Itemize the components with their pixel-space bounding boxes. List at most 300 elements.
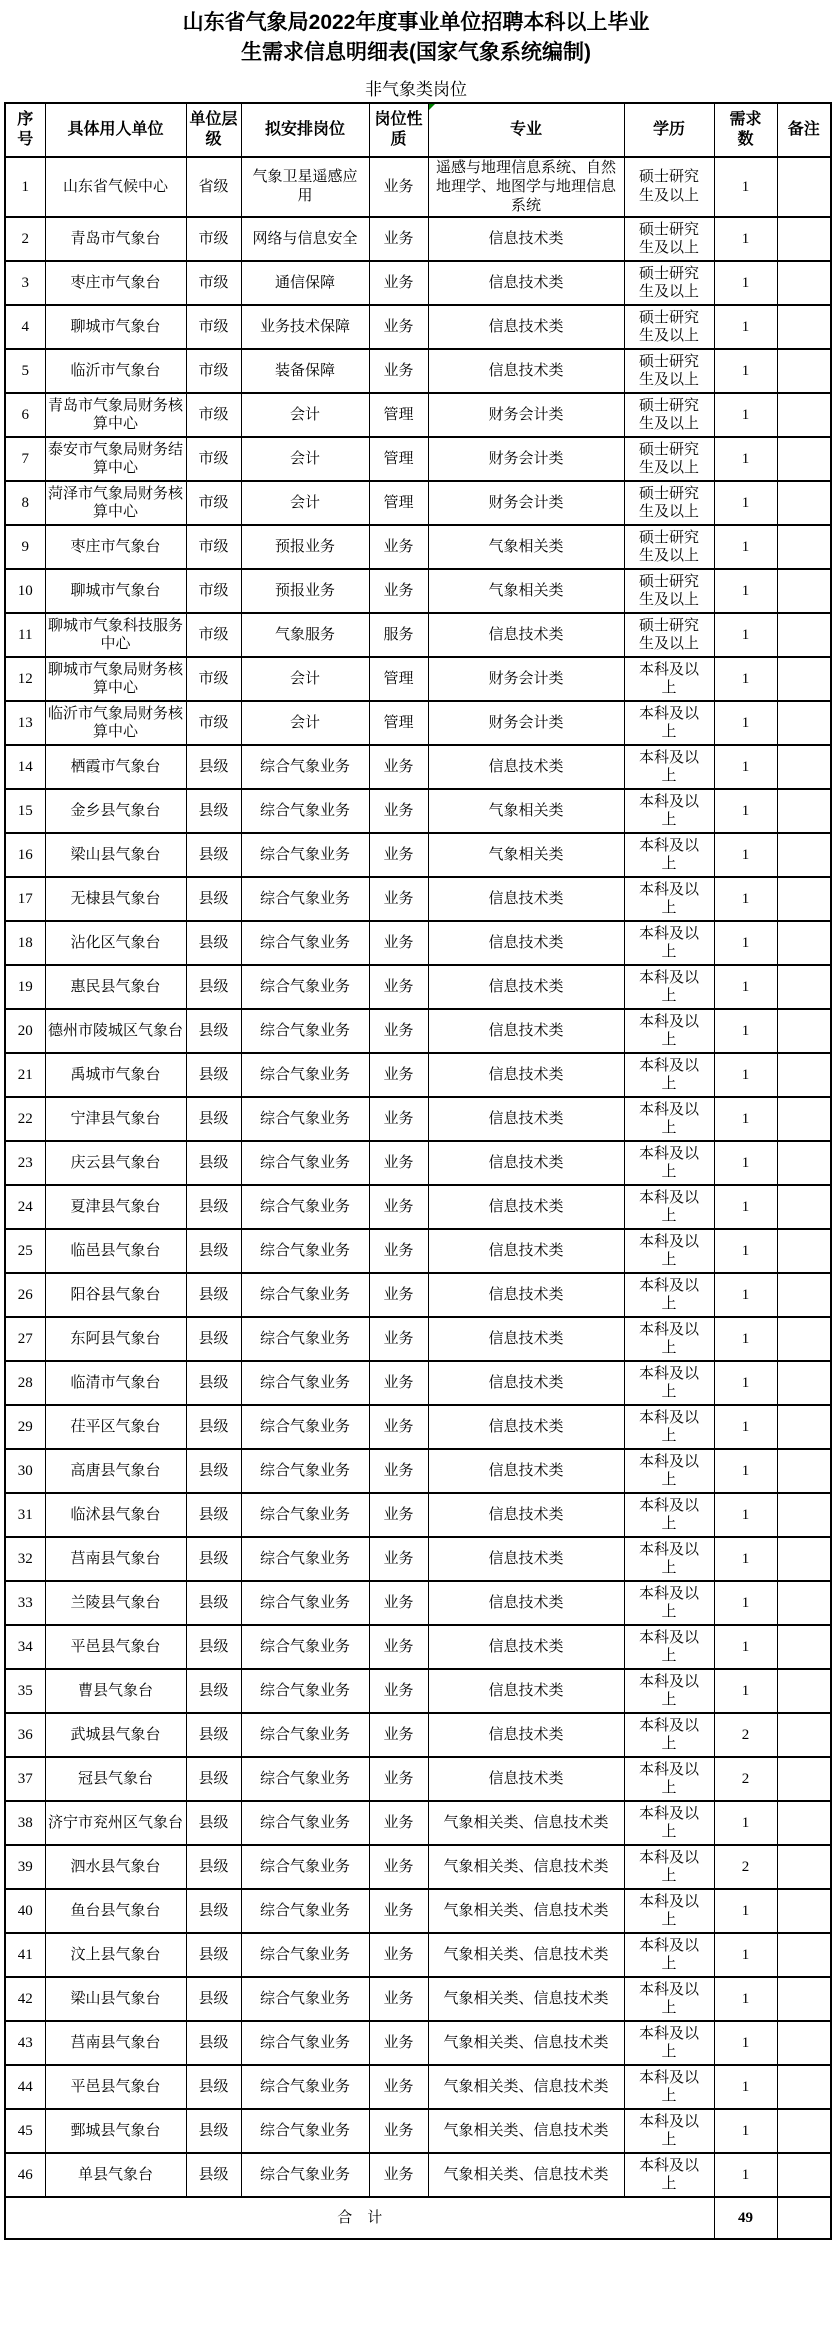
cell-unit: 临沂市气象局财务核算中心 (45, 701, 186, 745)
header-major-label: 专业 (509, 121, 542, 138)
cell-remark (777, 877, 831, 921)
table-row (5, 833, 831, 877)
cell-major: 气象相关类、信息技术类 (428, 1801, 624, 1845)
cell-remark (777, 305, 831, 349)
cell-remark (777, 349, 831, 393)
table-row (5, 349, 831, 393)
table-row (5, 437, 831, 481)
cell-level: 县级 (186, 921, 241, 965)
cell-nature: 业务 (369, 1581, 428, 1625)
table-row (5, 1713, 831, 1757)
cell-unit: 临沂市气象台 (45, 349, 186, 393)
cell-unit: 茌平区气象台 (45, 1405, 186, 1449)
cell-major: 气象相关类 (428, 833, 624, 877)
cell-major: 财务会计类 (428, 701, 624, 745)
cell-position: 预报业务 (241, 569, 369, 613)
cell-major: 信息技术类 (428, 1669, 624, 1713)
cell-count: 1 (714, 261, 777, 305)
cell-unit: 枣庄市气象台 (45, 261, 186, 305)
cell-education: 硕士研究生及以上 (624, 613, 714, 657)
cell-major: 气象相关类、信息技术类 (428, 1889, 624, 1933)
cell-no: 13 (5, 701, 45, 745)
table-header (5, 103, 831, 157)
cell-count: 1 (714, 1801, 777, 1845)
cell-no: 34 (5, 1625, 45, 1669)
cell-no: 1 (5, 157, 45, 217)
cell-major: 信息技术类 (428, 1141, 624, 1185)
cell-major: 信息技术类 (428, 349, 624, 393)
cell-education: 本科及以上 (624, 2021, 714, 2065)
cell-nature: 业务 (369, 1801, 428, 1845)
cell-level: 县级 (186, 1581, 241, 1625)
cell-education: 本科及以上 (624, 1361, 714, 1405)
cell-no: 9 (5, 525, 45, 569)
cell-major: 信息技术类 (428, 1757, 624, 1801)
cell-nature: 业务 (369, 1713, 428, 1757)
cell-count: 1 (714, 2021, 777, 2065)
cell-remark (777, 921, 831, 965)
cell-position: 综合气象业务 (241, 1229, 369, 1273)
cell-major: 信息技术类 (428, 965, 624, 1009)
cell-unit: 惠民县气象台 (45, 965, 186, 1009)
cell-position: 综合气象业务 (241, 1933, 369, 1977)
cell-unit: 平邑县气象台 (45, 2065, 186, 2109)
table-row (5, 1317, 831, 1361)
cell-remark (777, 437, 831, 481)
cell-level: 县级 (186, 1537, 241, 1581)
table-row (5, 1229, 831, 1273)
cell-count: 1 (714, 569, 777, 613)
table-row (5, 1361, 831, 1405)
cell-unit: 单县气象台 (45, 2153, 186, 2197)
cell-unit: 菏泽市气象局财务核算中心 (45, 481, 186, 525)
table-row (5, 1493, 831, 1537)
cell-position: 综合气象业务 (241, 1713, 369, 1757)
table-row (5, 1845, 831, 1889)
cell-remark (777, 789, 831, 833)
cell-position: 综合气象业务 (241, 1405, 369, 1449)
cell-level: 市级 (186, 393, 241, 437)
cell-remark (777, 261, 831, 305)
cell-unit: 临邑县气象台 (45, 1229, 186, 1273)
cell-remark (777, 1053, 831, 1097)
cell-no: 39 (5, 1845, 45, 1889)
cell-unit: 青岛市气象台 (45, 217, 186, 261)
cell-nature: 业务 (369, 261, 428, 305)
cell-count: 1 (714, 1053, 777, 1097)
cell-remark (777, 157, 831, 217)
cell-level: 市级 (186, 305, 241, 349)
cell-education: 本科及以上 (624, 1669, 714, 1713)
cell-count: 1 (714, 437, 777, 481)
cell-nature: 业务 (369, 349, 428, 393)
cell-no: 24 (5, 1185, 45, 1229)
table-body (5, 157, 831, 2197)
cell-major: 信息技术类 (428, 1625, 624, 1669)
cell-major: 信息技术类 (428, 1713, 624, 1757)
cell-no: 5 (5, 349, 45, 393)
cell-level: 县级 (186, 789, 241, 833)
cell-remark (777, 1933, 831, 1977)
cell-education: 本科及以上 (624, 833, 714, 877)
cell-unit: 泗水县气象台 (45, 1845, 186, 1889)
cell-no: 6 (5, 393, 45, 437)
table-row (5, 569, 831, 613)
cell-count: 1 (714, 393, 777, 437)
cell-education: 本科及以上 (624, 2153, 714, 2197)
cell-level: 县级 (186, 2065, 241, 2109)
header-row (5, 103, 831, 157)
cell-count: 1 (714, 1669, 777, 1713)
table-row (5, 613, 831, 657)
total-label: 合 计 (5, 2197, 714, 2239)
header-position: 拟安排岗位 (241, 103, 369, 157)
cell-unit: 枣庄市气象台 (45, 525, 186, 569)
cell-level: 市级 (186, 569, 241, 613)
cell-nature: 业务 (369, 1229, 428, 1273)
table-row (5, 2065, 831, 2109)
cell-nature: 业务 (369, 217, 428, 261)
cell-unit: 兰陵县气象台 (45, 1581, 186, 1625)
cell-education: 本科及以上 (624, 1977, 714, 2021)
cell-unit: 聊城市气象台 (45, 569, 186, 613)
cell-level: 县级 (186, 1801, 241, 1845)
cell-remark (777, 1361, 831, 1405)
cell-remark (777, 657, 831, 701)
cell-unit: 泰安市气象局财务结算中心 (45, 437, 186, 481)
cell-unit: 临沭县气象台 (45, 1493, 186, 1537)
cell-level: 县级 (186, 1933, 241, 1977)
cell-count: 1 (714, 1493, 777, 1537)
cell-major: 信息技术类 (428, 1273, 624, 1317)
cell-no: 11 (5, 613, 45, 657)
cell-major: 信息技术类 (428, 1361, 624, 1405)
cell-education: 本科及以上 (624, 965, 714, 1009)
cell-position: 综合气象业务 (241, 1185, 369, 1229)
cell-count: 1 (714, 1097, 777, 1141)
cell-level: 县级 (186, 1185, 241, 1229)
table-row (5, 877, 831, 921)
cell-education: 本科及以上 (624, 745, 714, 789)
cell-education: 本科及以上 (624, 1801, 714, 1845)
table-row (5, 965, 831, 1009)
cell-remark (777, 1581, 831, 1625)
header-remark: 备注 (777, 103, 831, 157)
cell-remark (777, 1977, 831, 2021)
cell-unit: 金乡县气象台 (45, 789, 186, 833)
table-row (5, 217, 831, 261)
cell-nature: 管理 (369, 481, 428, 525)
cell-nature: 业务 (369, 921, 428, 965)
cell-education: 硕士研究生及以上 (624, 261, 714, 305)
cell-major: 遥感与地理信息系统、自然地理学、地图学与地理信息系统 (428, 157, 624, 217)
cell-level: 市级 (186, 261, 241, 305)
cell-major: 财务会计类 (428, 657, 624, 701)
cell-education: 本科及以上 (624, 1273, 714, 1317)
cell-position: 综合气象业务 (241, 2109, 369, 2153)
cell-major: 气象相关类、信息技术类 (428, 2065, 624, 2109)
cell-flag-triangle-icon (429, 104, 435, 110)
table-row (5, 1757, 831, 1801)
cell-level: 县级 (186, 1713, 241, 1757)
cell-education: 硕士研究生及以上 (624, 217, 714, 261)
cell-nature: 业务 (369, 2109, 428, 2153)
cell-education: 本科及以上 (624, 1097, 714, 1141)
cell-unit: 聊城市气象局财务核算中心 (45, 657, 186, 701)
cell-unit: 聊城市气象台 (45, 305, 186, 349)
cell-count: 1 (714, 1361, 777, 1405)
cell-unit: 禹城市气象台 (45, 1053, 186, 1097)
cell-position: 综合气象业务 (241, 877, 369, 921)
cell-level: 县级 (186, 1317, 241, 1361)
cell-education: 硕士研究生及以上 (624, 437, 714, 481)
cell-nature: 业务 (369, 789, 428, 833)
cell-position: 综合气象业务 (241, 965, 369, 1009)
cell-position: 综合气象业务 (241, 2021, 369, 2065)
table-row (5, 1625, 831, 1669)
table-row (5, 745, 831, 789)
cell-education: 本科及以上 (624, 1537, 714, 1581)
header-count: 需求数 (714, 103, 777, 157)
cell-count: 1 (714, 525, 777, 569)
cell-remark (777, 833, 831, 877)
cell-unit: 梁山县气象台 (45, 1977, 186, 2021)
cell-position: 综合气象业务 (241, 1273, 369, 1317)
cell-position: 综合气象业务 (241, 1317, 369, 1361)
cell-nature: 业务 (369, 1669, 428, 1713)
table-row (5, 1933, 831, 1977)
cell-count: 1 (714, 877, 777, 921)
cell-position: 综合气象业务 (241, 1977, 369, 2021)
cell-no: 35 (5, 1669, 45, 1713)
header-no: 序号 (5, 103, 45, 157)
cell-position: 会计 (241, 393, 369, 437)
cell-level: 县级 (186, 1009, 241, 1053)
cell-no: 12 (5, 657, 45, 701)
cell-count: 1 (714, 701, 777, 745)
cell-remark (777, 1801, 831, 1845)
cell-remark (777, 1449, 831, 1493)
cell-no: 46 (5, 2153, 45, 2197)
cell-unit: 临清市气象台 (45, 1361, 186, 1405)
cell-unit: 青岛市气象局财务核算中心 (45, 393, 186, 437)
cell-remark (777, 217, 831, 261)
cell-level: 县级 (186, 965, 241, 1009)
cell-unit: 夏津县气象台 (45, 1185, 186, 1229)
cell-major: 气象相关类 (428, 525, 624, 569)
cell-position: 综合气象业务 (241, 1801, 369, 1845)
table-footer (5, 2197, 831, 2239)
cell-remark (777, 1317, 831, 1361)
cell-education: 本科及以上 (624, 1493, 714, 1537)
cell-count: 1 (714, 1185, 777, 1229)
cell-level: 县级 (186, 1493, 241, 1537)
cell-no: 32 (5, 1537, 45, 1581)
cell-major: 气象相关类 (428, 789, 624, 833)
cell-education: 硕士研究生及以上 (624, 393, 714, 437)
table-row (5, 1449, 831, 1493)
cell-nature: 业务 (369, 1933, 428, 1977)
cell-major: 信息技术类 (428, 1229, 624, 1273)
cell-remark (777, 1669, 831, 1713)
cell-position: 综合气象业务 (241, 1889, 369, 1933)
header-major (428, 103, 624, 157)
cell-education: 本科及以上 (624, 1713, 714, 1757)
cell-count: 1 (714, 1977, 777, 2021)
cell-remark (777, 1273, 831, 1317)
cell-no: 7 (5, 437, 45, 481)
cell-nature: 业务 (369, 2021, 428, 2065)
cell-education: 硕士研究生及以上 (624, 157, 714, 217)
cell-unit: 梁山县气象台 (45, 833, 186, 877)
cell-position: 综合气象业务 (241, 1053, 369, 1097)
cell-position: 会计 (241, 481, 369, 525)
page-title: 山东省气象局2022年度事业单位招聘本科以上毕业生需求信息明细表(国家气象系统编制) (182, 11, 650, 64)
cell-nature: 业务 (369, 1977, 428, 2021)
cell-position: 综合气象业务 (241, 745, 369, 789)
header-unit: 具体用人单位 (45, 103, 186, 157)
cell-level: 县级 (186, 2021, 241, 2065)
cell-nature: 业务 (369, 1053, 428, 1097)
cell-level: 市级 (186, 701, 241, 745)
cell-level: 市级 (186, 349, 241, 393)
cell-count: 1 (714, 745, 777, 789)
cell-level: 县级 (186, 1141, 241, 1185)
cell-unit: 平邑县气象台 (45, 1625, 186, 1669)
cell-unit: 鱼台县气象台 (45, 1889, 186, 1933)
cell-nature: 业务 (369, 1493, 428, 1537)
cell-level: 县级 (186, 1845, 241, 1889)
cell-count: 1 (714, 1273, 777, 1317)
cell-unit: 栖霞市气象台 (45, 745, 186, 789)
cell-remark (777, 1229, 831, 1273)
cell-nature: 管理 (369, 437, 428, 481)
cell-no: 19 (5, 965, 45, 1009)
cell-education: 本科及以上 (624, 1185, 714, 1229)
cell-major: 信息技术类 (428, 921, 624, 965)
cell-major: 财务会计类 (428, 481, 624, 525)
cell-count: 1 (714, 1449, 777, 1493)
cell-no: 8 (5, 481, 45, 525)
cell-remark (777, 701, 831, 745)
cell-nature: 业务 (369, 1537, 428, 1581)
header-education: 学历 (624, 103, 714, 157)
cell-count: 1 (714, 2109, 777, 2153)
cell-education: 硕士研究生及以上 (624, 481, 714, 525)
cell-level: 县级 (186, 2153, 241, 2197)
cell-education: 本科及以上 (624, 1933, 714, 1977)
cell-unit: 无棣县气象台 (45, 877, 186, 921)
cell-level: 市级 (186, 525, 241, 569)
cell-remark (777, 1845, 831, 1889)
cell-no: 41 (5, 1933, 45, 1977)
cell-level: 县级 (186, 877, 241, 921)
cell-count: 1 (714, 1141, 777, 1185)
table-row (5, 1581, 831, 1625)
cell-remark (777, 2153, 831, 2197)
cell-level: 市级 (186, 437, 241, 481)
cell-level: 县级 (186, 833, 241, 877)
cell-remark (777, 1713, 831, 1757)
cell-count: 1 (714, 2065, 777, 2109)
cell-major: 信息技术类 (428, 1405, 624, 1449)
cell-nature: 业务 (369, 1845, 428, 1889)
table-row (5, 305, 831, 349)
cell-no: 38 (5, 1801, 45, 1845)
cell-major: 气象相关类、信息技术类 (428, 2109, 624, 2153)
cell-no: 30 (5, 1449, 45, 1493)
cell-position: 综合气象业务 (241, 2153, 369, 2197)
cell-nature: 管理 (369, 701, 428, 745)
cell-position: 综合气象业务 (241, 1757, 369, 1801)
cell-remark (777, 965, 831, 1009)
cell-education: 本科及以上 (624, 1009, 714, 1053)
cell-no: 15 (5, 789, 45, 833)
cell-count: 1 (714, 1317, 777, 1361)
cell-major: 信息技术类 (428, 1097, 624, 1141)
cell-position: 预报业务 (241, 525, 369, 569)
cell-remark (777, 525, 831, 569)
cell-count: 1 (714, 613, 777, 657)
cell-no: 23 (5, 1141, 45, 1185)
cell-unit: 济宁市兖州区气象台 (45, 1801, 186, 1845)
cell-no: 28 (5, 1361, 45, 1405)
cell-major: 信息技术类 (428, 217, 624, 261)
cell-nature: 业务 (369, 745, 428, 789)
cell-no: 21 (5, 1053, 45, 1097)
cell-major: 信息技术类 (428, 877, 624, 921)
cell-count: 1 (714, 789, 777, 833)
cell-remark (777, 1537, 831, 1581)
cell-level: 县级 (186, 1625, 241, 1669)
cell-no: 43 (5, 2021, 45, 2065)
cell-education: 硕士研究生及以上 (624, 525, 714, 569)
cell-position: 综合气象业务 (241, 1537, 369, 1581)
cell-count: 1 (714, 833, 777, 877)
cell-education: 本科及以上 (624, 1317, 714, 1361)
cell-unit: 阳谷县气象台 (45, 1273, 186, 1317)
table-row (5, 525, 831, 569)
cell-count: 1 (714, 481, 777, 525)
cell-no: 18 (5, 921, 45, 965)
cell-major: 信息技术类 (428, 1449, 624, 1493)
cell-position: 综合气象业务 (241, 1493, 369, 1537)
cell-nature: 业务 (369, 2065, 428, 2109)
cell-remark (777, 1493, 831, 1537)
table-row (5, 1053, 831, 1097)
cell-level: 县级 (186, 1229, 241, 1273)
cell-unit: 鄄城县气象台 (45, 2109, 186, 2153)
cell-education: 硕士研究生及以上 (624, 349, 714, 393)
cell-no: 29 (5, 1405, 45, 1449)
cell-unit: 山东省气候中心 (45, 157, 186, 217)
cell-unit: 东阿县气象台 (45, 1317, 186, 1361)
cell-major: 信息技术类 (428, 1009, 624, 1053)
table-row (5, 261, 831, 305)
cell-no: 16 (5, 833, 45, 877)
cell-level: 省级 (186, 157, 241, 217)
cell-major: 信息技术类 (428, 305, 624, 349)
cell-position: 综合气象业务 (241, 1097, 369, 1141)
table-row (5, 1801, 831, 1845)
cell-major: 气象相关类、信息技术类 (428, 2021, 624, 2065)
cell-no: 40 (5, 1889, 45, 1933)
cell-remark (777, 613, 831, 657)
cell-remark (777, 481, 831, 525)
cell-count: 1 (714, 1229, 777, 1273)
cell-unit: 高唐县气象台 (45, 1449, 186, 1493)
table-row (5, 393, 831, 437)
